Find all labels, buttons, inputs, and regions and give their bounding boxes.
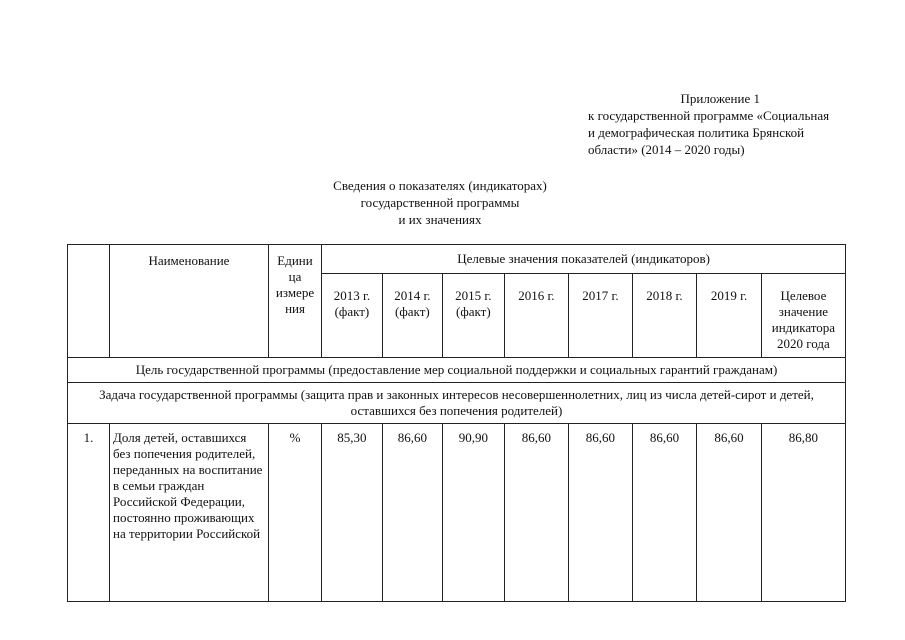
row-value: 85,30 bbox=[322, 424, 382, 602]
header-year-target: Целевое значение индикатора 2020 года bbox=[761, 274, 845, 358]
appendix-line: области» (2014 – 2020 годы) bbox=[588, 142, 745, 157]
row-number: 1. bbox=[68, 424, 110, 602]
row-unit: % bbox=[268, 424, 321, 602]
row-value: 90,90 bbox=[443, 424, 504, 602]
appendix-title: Приложение 1 bbox=[680, 91, 760, 106]
header-num-cell bbox=[68, 245, 110, 358]
header-targets: Целевые значения показателей (индикаторов) bbox=[322, 245, 846, 274]
program-goal: Цель государственной программы (предоставление мер социальной поддержки и социальных гарантий гражданам) bbox=[68, 358, 846, 383]
document-title bbox=[290, 177, 590, 228]
header-name: Наименование bbox=[110, 245, 269, 358]
task-row bbox=[68, 383, 846, 424]
title-line: Сведения о показателях (индикаторах) bbox=[333, 178, 547, 193]
row-value: 86,60 bbox=[697, 424, 762, 602]
appendix-line: и демографическая политика Брянской bbox=[588, 125, 805, 140]
header-year: 2019 г. bbox=[697, 274, 762, 358]
goal-row bbox=[68, 358, 846, 383]
header-year: 2017 г. bbox=[569, 274, 633, 358]
header-year: 2014 г. (факт) bbox=[382, 274, 442, 358]
title-line: государственной программы bbox=[360, 195, 520, 210]
program-task: Задача государственной программы (защита прав и законных интересов несовершеннолетних, лиц из числа детей-сирот и детей, оставшихся без попечения родителей) bbox=[68, 383, 846, 424]
row-value: 86,60 bbox=[382, 424, 442, 602]
header-year: 2018 г. bbox=[632, 274, 697, 358]
title-line: и их значениях bbox=[398, 212, 482, 227]
row-value: 86,60 bbox=[504, 424, 569, 602]
appendix-line: к государственной программе «Социальная bbox=[588, 108, 830, 123]
header-row-1 bbox=[68, 245, 846, 274]
header-year: 2016 г. bbox=[504, 274, 569, 358]
header-year: 2015 г. (факт) bbox=[443, 274, 504, 358]
table-row bbox=[68, 424, 846, 602]
indicators-table bbox=[67, 244, 846, 602]
row-value: 86,60 bbox=[569, 424, 633, 602]
appendix-block bbox=[588, 90, 888, 158]
row-value: 86,80 bbox=[761, 424, 845, 602]
header-year: 2013 г. (факт) bbox=[322, 274, 382, 358]
header-unit: Едини ца измере ния bbox=[268, 245, 321, 358]
row-name: Доля детей, оставшихся без попечения родителей, переданных на воспитание в семьи граждан Российской Федерации, постоянно проживающих на территории Российской bbox=[110, 424, 269, 602]
row-value: 86,60 bbox=[632, 424, 697, 602]
